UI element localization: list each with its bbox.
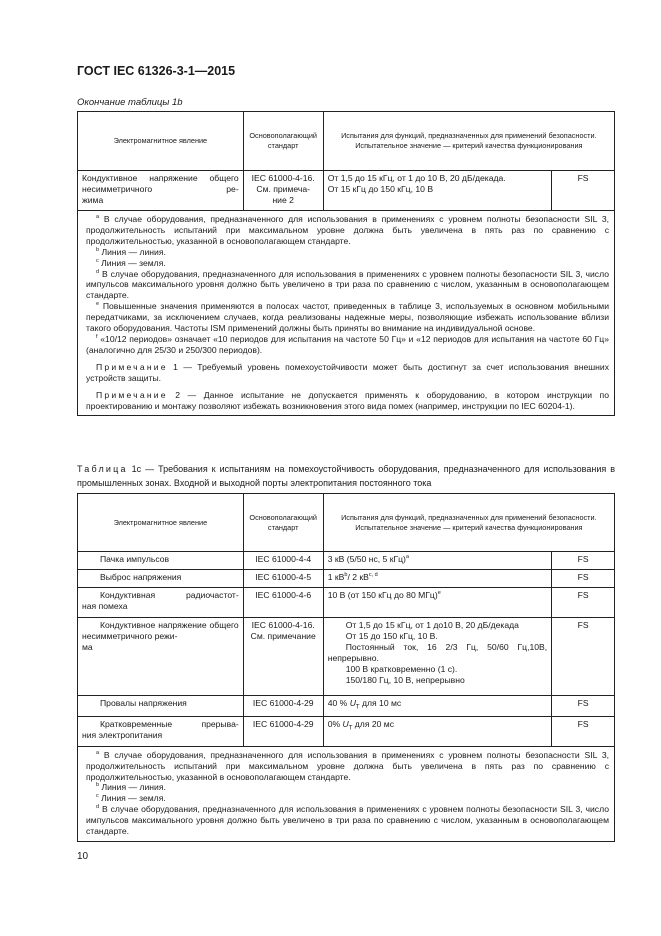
criterion-cell: FS — [552, 171, 615, 211]
table2-caption: Таблица 1c — Требования к испытаниям на помехоустойчивость оборудования, предназначенного для использования в промышленных зонах. Входной и выходной порты электропитания постоянного тока — [77, 464, 615, 488]
criterion-cell: FS — [552, 552, 615, 570]
table1-footnotes: $^a$ В случае оборудования, предназначенного для использования в применениях с уровнем полноты безопасности SIL 3, продолжительность испытаний при максимальном уровне должна быть увеличена в пять раз по сравнению с продолжительностью, указанной в основополагающем стандарте. $^b$ Линия — линия. $^c$ Линия — земля. $^d$ В случае оборудования, предназначенного для использования в применениях с уровнем полноты безопасности SIL 3, число импульсов максимального уровня должно быть увеличено в три раза по сравнению с числом, указанным в основополагающем стандарте. $^e$ Повышенные значения применяются в полосах частот, приведенных в таблице 3, используемых в основном мобильными передатчиками, за исключением случаев, когда реализованы надежные меры, позволяющие избежать использование вблизи такого оборудования. Частоты ISM применений должны быть приняты во внимание на индивидуальной основе. $^f$ «10/12 периодов» означает «10 периодов для испытания на частоте 50 Гц» и «12 периодов для испытания на частоте 60 Гц» (аналогично для 25/30 и 250/300 периодов). Примечание 1 — Требуемый уровень помехоустойчивости может быть достигнут за счет использования внешних устройств защиты. Примечание 2 — Данное испытание не допускается применять к оборудованию, в котором инструкции по проектированию и монтажу позволяют избежать возникновения этого вида помех (например, инструкции по IEC 60204-1). — [78, 211, 615, 416]
table1 — [77, 111, 615, 416]
criterion-cell: FS — [552, 618, 615, 696]
table-row — [78, 570, 615, 588]
phenomenon-cell: Выброс напряжения — [78, 570, 244, 588]
t2-col1-header: Электромагнитное явление — [78, 494, 244, 552]
t1-col3-header: Испытания для функций, предназначенных для применений безопасности. Испытательное значение — критерий качества функционирования — [323, 112, 614, 171]
page-header: ГОСТ IEC 61326-3-1—2015 — [77, 64, 236, 78]
phenomenon-cell: Кондуктивное напряжение общего несимметричного ре- жима — [78, 171, 244, 211]
phenomenon-cell: Кондуктивное напряжение общего несимметричного режи- ма — [78, 618, 244, 696]
page-number: 10 — [77, 851, 89, 862]
value-cell: От 1,5 до 15 кГц, от 1 до 10 В, 20 дБ/декада. От 15 кГц до 150 кГц, 10 В — [323, 171, 551, 211]
table1-caption: Окончание таблицы 1b — [77, 97, 183, 108]
phenomenon-cell: Пачка импульсов — [78, 552, 244, 570]
t1-col1-header: Электромагнитное явление — [78, 112, 244, 171]
table-row — [78, 716, 615, 746]
criterion-cell: FS — [552, 570, 615, 588]
standard-cell: IEC 61000-4-16. См. примечание — [243, 618, 323, 696]
standard-cell: IEC 61000-4-16. См. примеча- ние 2 — [243, 171, 323, 211]
phenomenon-cell: Провалы напряжения — [78, 696, 244, 717]
table-row — [78, 696, 615, 717]
criterion-cell: FS — [552, 716, 615, 746]
note-1: Примечание 1 — Требуемый уровень помехоустойчивости может быть достигнут за счет использования внешних устройств защиты. — [86, 361, 609, 383]
standard-cell: IEC 61000-4-5 — [243, 570, 323, 588]
table2 — [77, 493, 615, 842]
t2-col2-header: Основополагающий стандарт — [243, 494, 323, 552]
table2-footnotes: $^a$ В случае оборудования, предназначенного для использования в применениях с уровнем полноты безопасности SIL 3, продолжительность испытаний при максимальном уровне должна быть увеличена в пять раз по сравнению с продолжительностью, указанной в основополагающем стандарте. $^b$ Линия — линия. $^c$ Линия — земля. $^d$ В случае оборудования, предназначенного для использования в применениях с уровнем полноты безопасности SIL 3, число импульсов максимального уровня должно быть увеличено в три раза по сравнению с числом, указанным в основополагающем стандарте. — [78, 746, 615, 841]
table-row — [78, 171, 615, 211]
phenomenon-cell: Кондуктивная радиочастот- ная помеха — [78, 588, 244, 618]
note-2: Примечание 2 — Данное испытание не допускается применять к оборудованию, в котором инструкции по проектированию и монтажу позволяют избежать возникновения этого вида помех (например, инструкции по IEC 60204-1). — [86, 389, 609, 411]
value-cell: 1 $кВ^b/$ 2 кВ$^{c, d}$ — [323, 570, 551, 588]
standard-cell: IEC 61000-4-6 — [243, 588, 323, 618]
standard-cell: IEC 61000-4-29 — [243, 696, 323, 717]
value-cell: 3 кВ (5/50 нс, 5 кГц)$^a$ — [323, 552, 551, 570]
standard-cell: IEC 61000-4-29 — [243, 716, 323, 746]
table-row — [78, 552, 615, 570]
criterion-cell: FS — [552, 696, 615, 717]
value-cell: 0% $U_T$ для 20 мс — [323, 716, 551, 746]
t2-col3-header: Испытания для функций, предназначенных для применений безопасности. Испытательное значение — критерий качества функционирования — [323, 494, 614, 552]
standard-cell: IEC 61000-4-4 — [243, 552, 323, 570]
value-cell: 10 В (от 150 кГц до 80 МГц)$^e$ — [323, 588, 551, 618]
phenomenon-cell: Кратковременные прерыва- ния электропитания — [78, 716, 244, 746]
value-cell: 40 % $U_T$ для 10 мс — [323, 696, 551, 717]
table-row — [78, 588, 615, 618]
criterion-cell: FS — [552, 588, 615, 618]
t1-col2-header: Основополагающий стандарт — [243, 112, 323, 171]
value-cell: От 1,5 до 15 кГц, от 1 до10 В, 20 дБ/декада От 15 до 150 кГц, 10 В. Постоянный ток, 16 2/3 Гц, 50/60 Гц,10В, непрерывно. 100 В кратковременно (1 с). 150/180 Гц, 10 В, непрерывно — [323, 618, 551, 696]
table-row — [78, 618, 615, 696]
